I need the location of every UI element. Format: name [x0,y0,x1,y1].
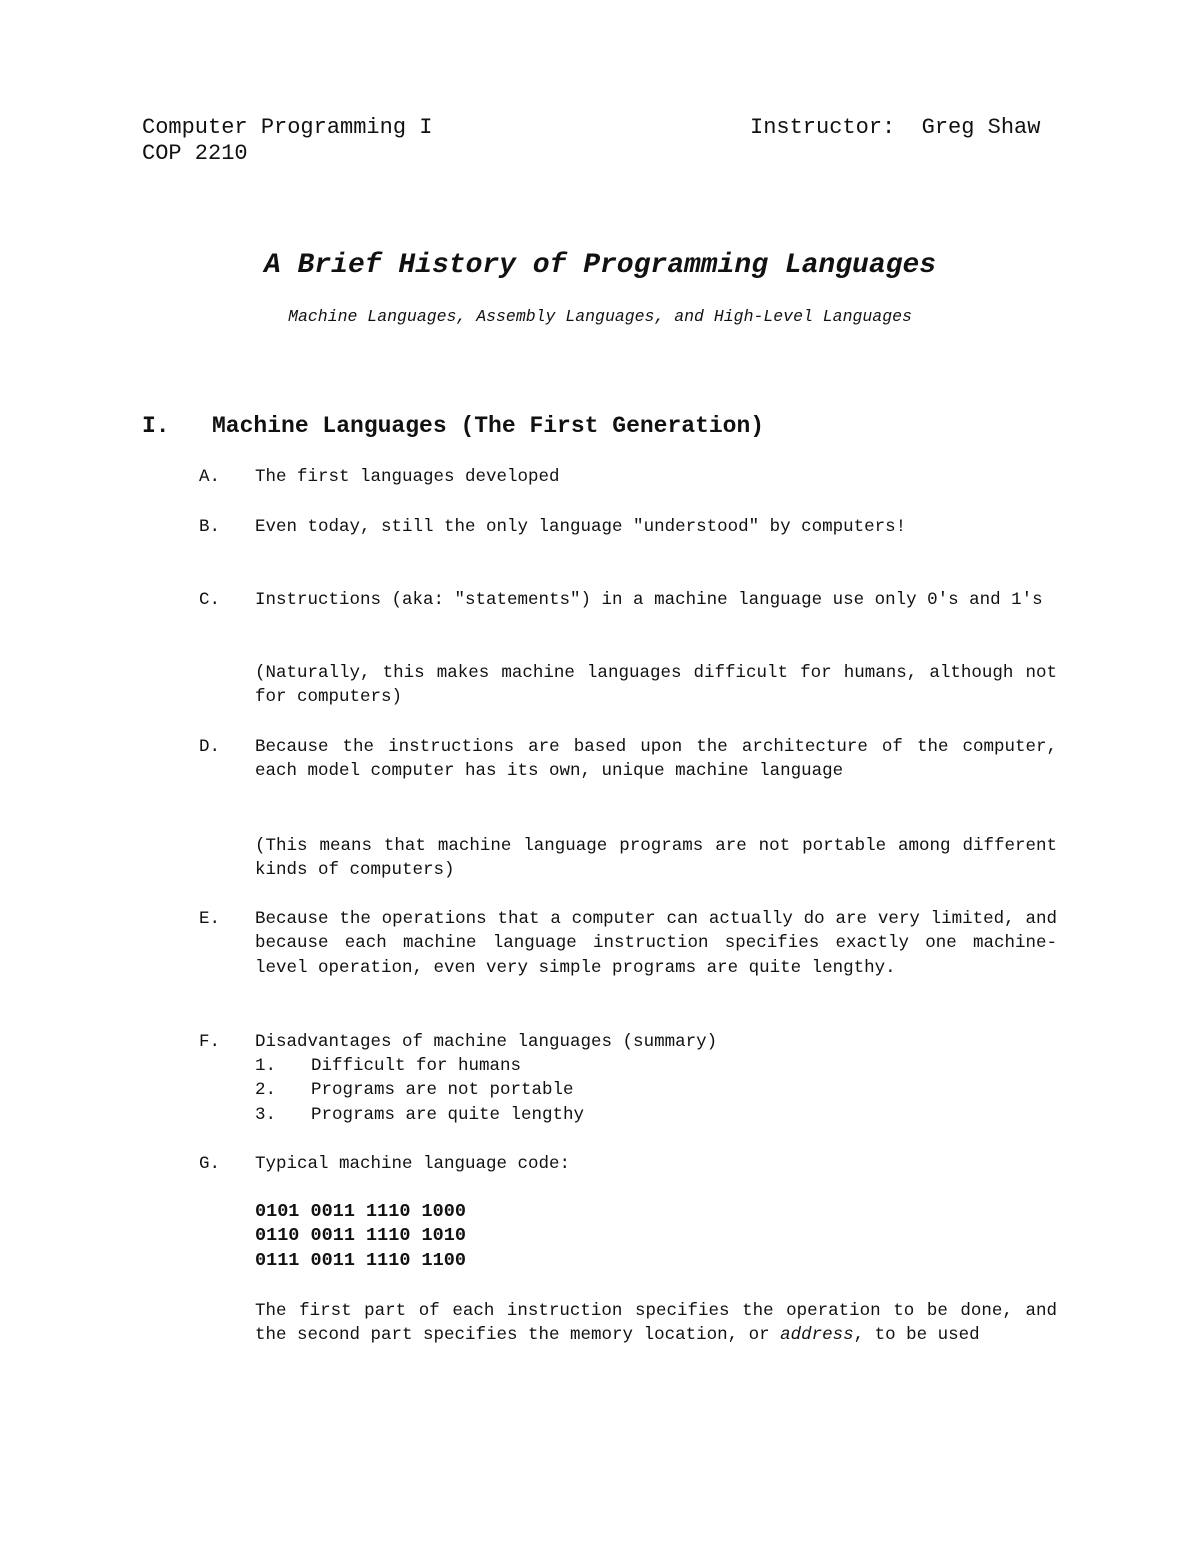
course-code: COP 2210 [142,141,248,166]
item-d-letter: D. [199,737,221,757]
item-g-text: Typical machine language code: [255,1154,571,1174]
item-g-explanation [255,1299,1057,1348]
sub-item-text: Difficult for humans [311,1056,522,1076]
item-d-note: (This means that machine language programs are not portable among different kinds of computers) [255,836,1057,881]
section-title: Machine Languages (The First Generation) [212,413,765,439]
item-e-text: Because the operations that a computer can actually do are very limited, and because each machine language instruction specifies exactly one machine-level operation, even very simple programs are quite lengthy. [255,909,1057,978]
section-number: I. [142,413,170,439]
page-title: A Brief History of Programming Languages [263,250,937,281]
item-f-text: Disadvantages of machine languages (summary) [255,1032,718,1052]
item-a-letter: A. [199,467,221,487]
sub-item-number: 2. [255,1080,277,1100]
sub-item-number: 3. [255,1105,277,1125]
page-subtitle: Machine Languages, Assembly Languages, and High-Level Languages [288,307,912,326]
code-line: 0111 0011 1110 1100 [255,1250,466,1271]
address-term: address [780,1325,854,1346]
sub-item-text: Programs are not portable [311,1080,574,1100]
item-f-letter: F. [199,1032,221,1052]
item-c-note: (Naturally, this makes machine languages difficult for humans, although not for computers) [255,663,1057,708]
code-line: 0110 0011 1110 1010 [255,1225,466,1246]
item-e-letter: E. [199,909,221,929]
explanation-text: The first part of each instruction specifies the operation to be done, and the second part specifies the memory location, or [255,1301,1057,1346]
item-b-text: Even today, still the only language "understood" by computers! [255,517,907,537]
explanation-text-end: , to be used [853,1325,980,1346]
sub-item-text: Programs are quite lengthy [311,1105,585,1125]
item-b-letter: B. [199,517,221,537]
item-c-text: Instructions (aka: "statements") in a machine language use only 0's and 1's [255,590,1043,610]
instructor-label: Instructor: [750,115,896,140]
item-a-text: The first languages developed [255,467,560,487]
item-g-letter: G. [199,1154,221,1174]
instructor-name: Greg Shaw [921,115,1041,140]
sub-item-number: 1. [255,1056,277,1076]
item-d-text: Because the instructions are based upon the architecture of the computer, each model computer has its own, unique machine language [255,737,1057,782]
course-name: Computer Programming I [142,115,433,140]
instructor-line [750,115,1040,141]
code-line: 0101 0011 1110 1000 [255,1201,466,1222]
item-c-letter: C. [199,590,221,610]
